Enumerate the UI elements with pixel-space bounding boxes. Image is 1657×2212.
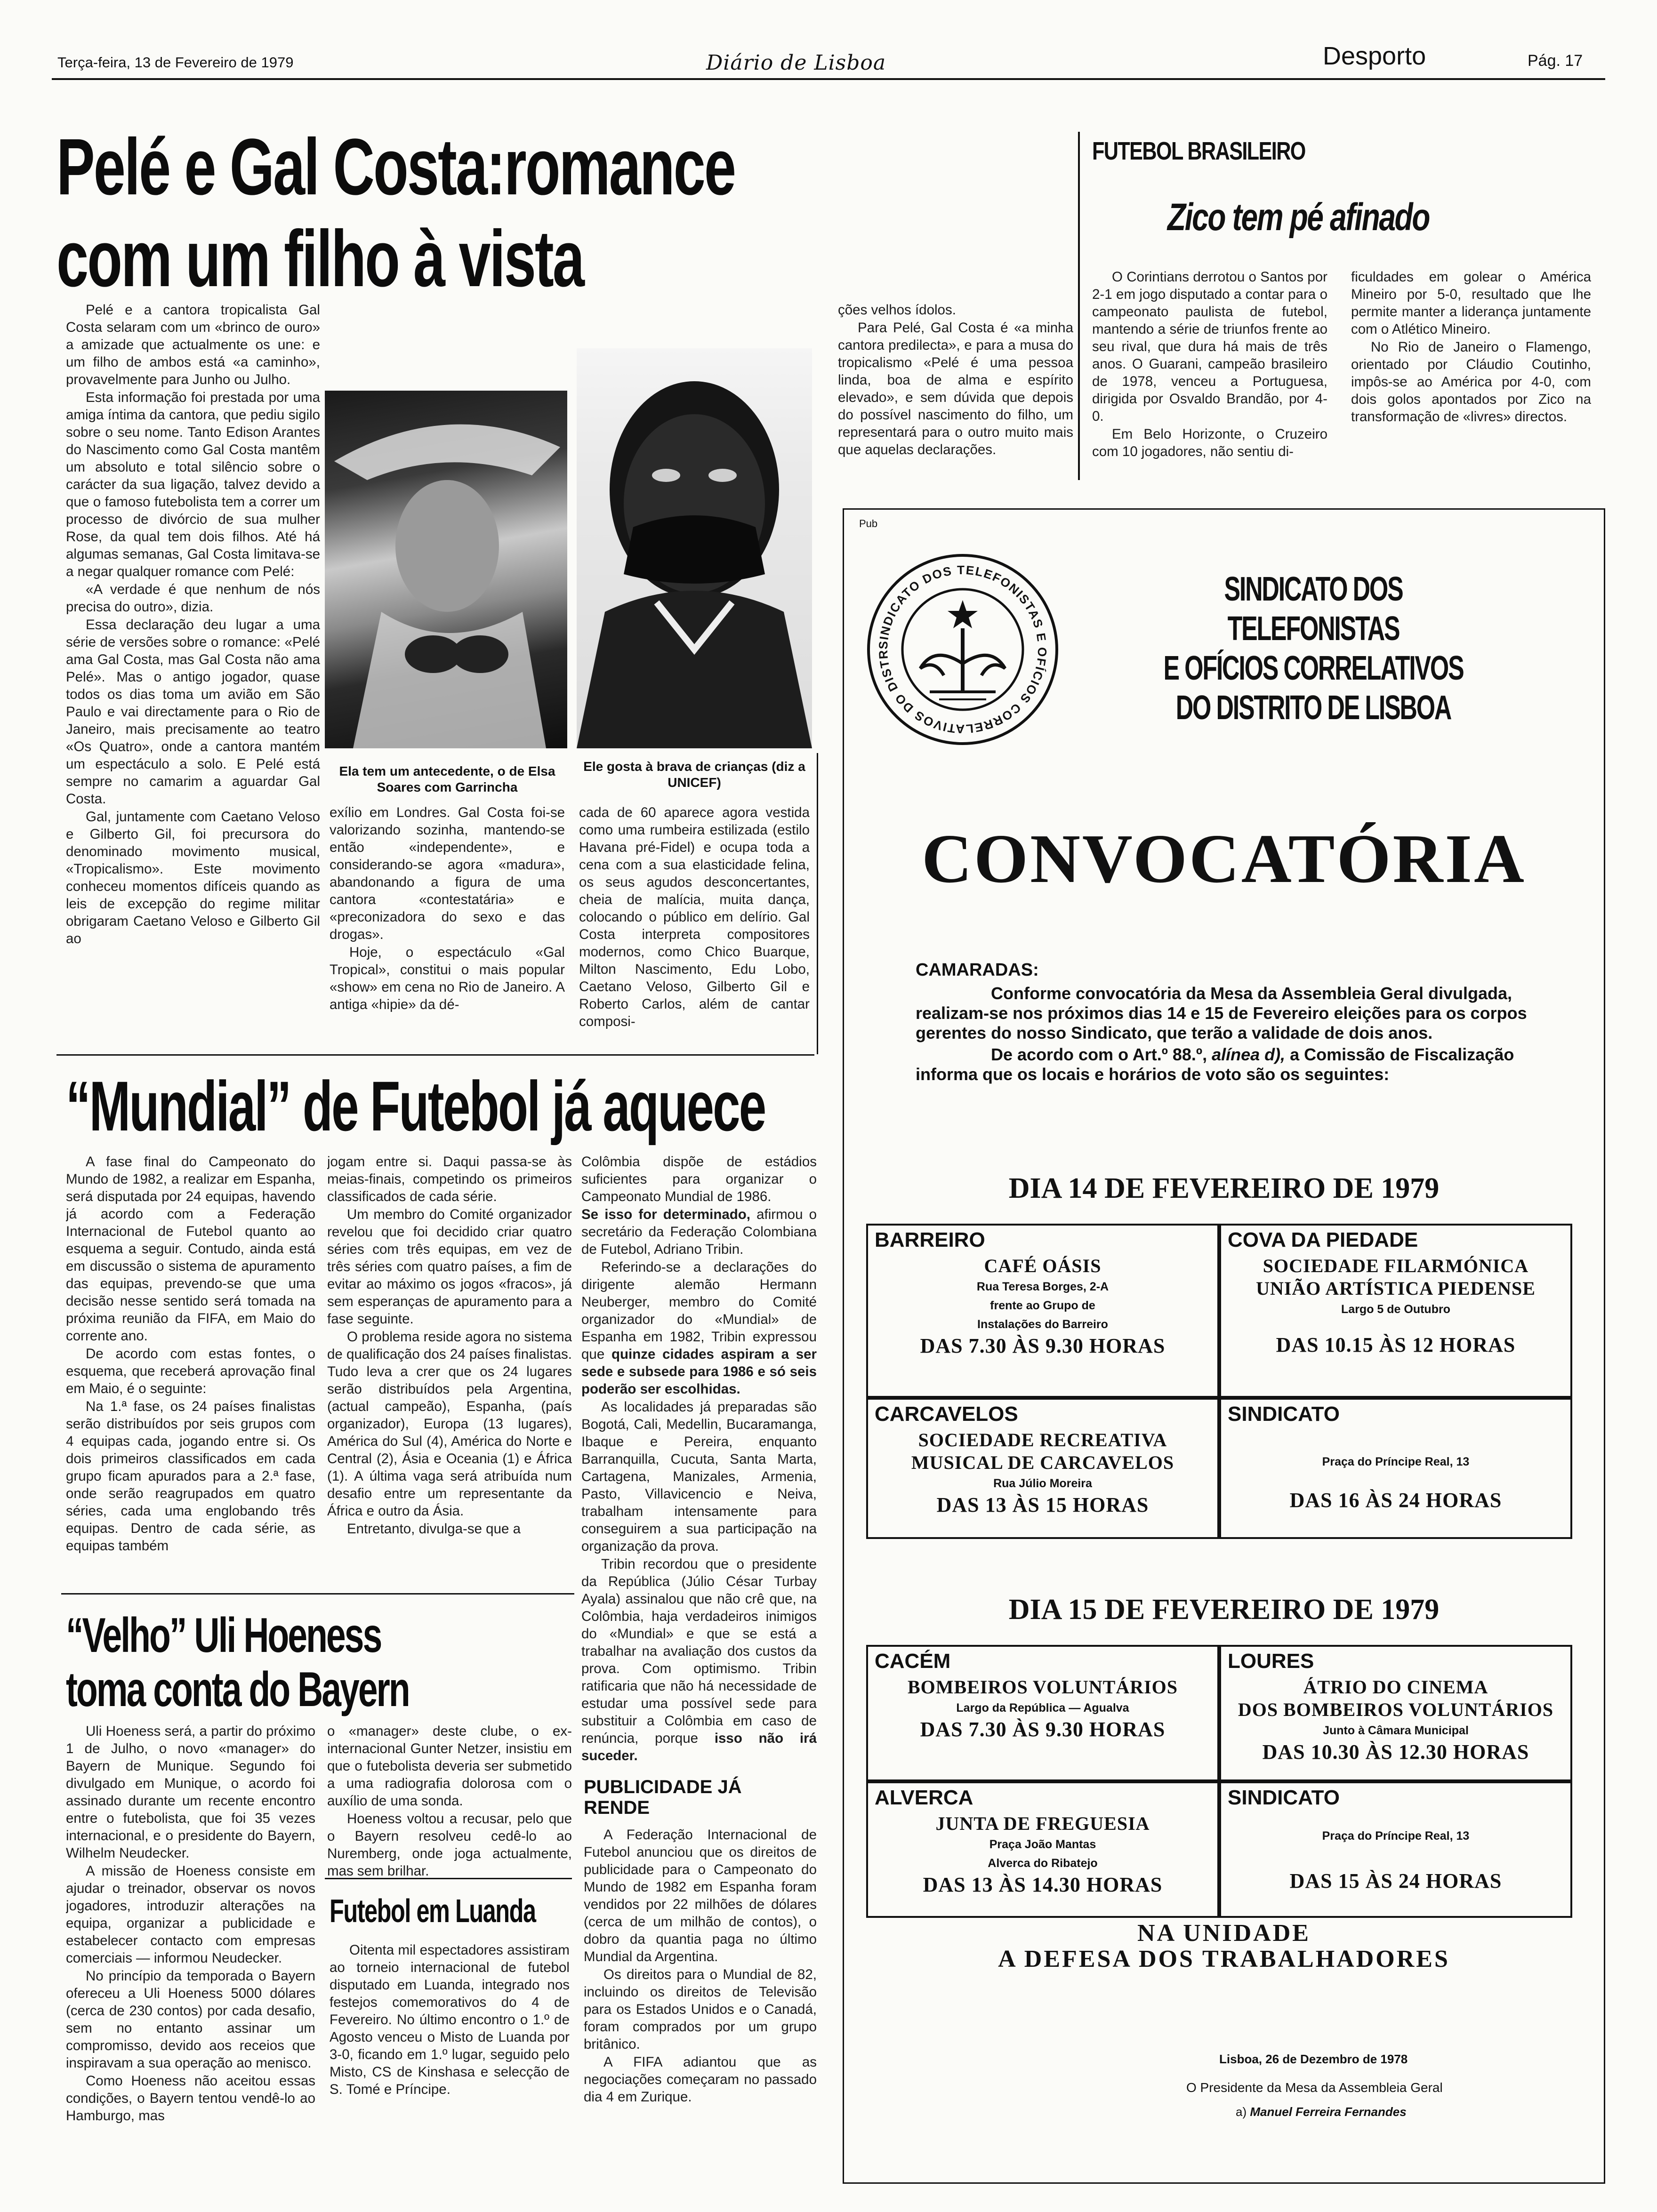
- convocatoria-body: Conforme convocatória da Mesa da Assembleia Geral divulgada, realizam-se nos próximos dias 14 e 15 de Fevereiro eleições para os corpos gerentes do nosso Sindicato, que terão a validade de dois anos.: [916, 984, 1527, 1042]
- venue-loures: LOURES ÁTRIO DO CINEMA DOS BOMBEIROS VOLUNTÁRIOS Junto à Câmara Municipal DAS 10.30 ÀS 12.30 HORAS: [1219, 1645, 1572, 1781]
- section-title: Desporto: [1323, 42, 1426, 70]
- slogan-line2: A DEFESA DOS TRABALHADORES: [998, 1946, 1450, 1972]
- pele-column-3: cada de 60 aparece agora vestida como uma rumbeira estilizada (estilo Havana pré-Fidel) e ocupa toda a cena com a sua elasticidade felina, os seus agudos desconcertantes, cheia de malícia, muita dança, colocando o público em delírio. Gal Costa interpreta compositores modernos, como Chico Buarque, Milton Nascimento, Edu Lobo, Caetano Veloso, Gilberto Gil e Roberto Carlos, além de cantar composi-: [579, 805, 810, 1029]
- luanda-headline: Futebol em Luanda: [330, 1892, 536, 1929]
- place-date: Lisboa, 26 de Dezembro de 1978: [1219, 2052, 1408, 2066]
- pele-bottom-rule: [56, 1054, 814, 1056]
- pele-photo-illustration: [577, 348, 812, 748]
- slogan-line1: NA UNIDADE: [1137, 1920, 1311, 1947]
- union-name: SINDICATO DOS TELEFONISTAS E OFÍCIOS CORRELATIVOS DO DISTRITO DE LISBOA: [1163, 570, 1464, 727]
- venue-barreiro: BARREIRO CAFÉ OÁSIS Rua Teresa Borges, 2-A frente ao Grupo de Instalações do Barreiro DAS 7.30 ÀS 9.30 HORAS: [866, 1224, 1219, 1398]
- pele-column-4: ções velhos ídolos. Para Pelé, Gal Costa é «a minha cantora predilecta», e para a musa do tropicalismo «Pelé é uma pessoa linda, boa de alma e espírito elevado», e sem dúvida que depois do possível nascimento do filho, um representará para o outro muito mais que aquelas declarações.: [838, 302, 1073, 457]
- venue-sindicato-15: SINDICATO Praça do Príncipe Real, 13 DAS 15 ÀS 24 HORAS: [1219, 1781, 1572, 1918]
- gal-costa-photo-illustration: [325, 391, 567, 748]
- luanda-text: Oitenta mil espectadores assistiram ao torneio internacional de futebol disputado em Luanda, integrado nos festejos comemorativos do 4 de Fevereiro. No último encontro o 1.º de Agosto venceu o Misto de Luanda por 3-0, ficando em 1.º lugar, seguido pelo Misto, CS de Kinshasa e selecção de S. Tomé e Príncipe.: [330, 1942, 570, 2097]
- mundial-headline: “Mundial” de Futebol já aquece: [66, 1066, 765, 1146]
- hoeness-column-2: o «manager» deste clube, o ex-internacional Gunter Netzer, insistiu em que o futebolista deveria ser submetido a uma radiografia dolorosa com o auxílio de uma sonda. Hoeness voltou a recusar, pelo que o Bayern resolveu cedê-lo ao Nuremberg, onde joga actualmente, mas sem brilhar.: [327, 1723, 572, 1878]
- publicidade-text: A Federação Internacional de Futebol anunciou que os direitos de publicidade para o Campeonato do Mundo de 1982 em Espanha foram vendidos por 22 milhões de dólares (cerca de um milhão de contos), o dobro da quantia paga no último Mundial da Argentina. Os direitos para o Mundial de 82, incluindo os direitos de Televisão para os Estados Unidos e o Canadá, foram comprados por um grupo britânico. A FIFA adiantou que as negociações começaram no passado dia 4 em Zurique.: [584, 1827, 817, 2105]
- day-14-heading: DIA 14 DE FEVEREIRO DE 1979: [1008, 1172, 1440, 1204]
- venue-alverca: ALVERCA JUNTA DE FREGUESIA Praça João Mantas Alverca do Ribatejo DAS 13 ÀS 14.30 HORAS: [866, 1781, 1219, 1918]
- zico-kicker: FUTEBOL BRASILEIRO: [1092, 137, 1305, 165]
- pele-column-2: exílio em Londres. Gal Costa foi-se valorizando sozinha, mantendo-se então «independente», e considerando-se agora «madura», abandonando a figura de uma cantora «contestatária» e «preconizadora do sexo e das drogas». Hoje, o espectáculo «Gal Tropical», constitui o mais popular «show» em cena no Rio de Janeiro. A antiga «hipie» da dé-: [330, 805, 565, 1012]
- convocatoria-title: CONVOCATÓRIA: [922, 820, 1526, 898]
- masthead-logo: Diário de Lisboa: [706, 51, 886, 75]
- union-seal-logo: [864, 551, 1062, 748]
- header-rule: [52, 78, 1605, 80]
- convocatoria-greeting: CAMARADAS:: [916, 960, 1039, 980]
- venue-cacem: CACÉM BOMBEIROS VOLUNTÁRIOS Largo da República — Agualva DAS 7.30 ÀS 9.30 HORAS: [866, 1645, 1219, 1781]
- signatory-role: O Presidente da Mesa da Assembleia Geral: [1186, 2080, 1443, 2095]
- hoeness-headline-line2: toma conta do Bayern: [66, 1662, 409, 1717]
- page-date: Terça-feira, 13 de Fevereiro de 1979: [57, 54, 294, 71]
- convocatoria-body-2: De acordo com o Art.º 88.º, alínea d), a Comissão de Fiscalização informa que os locais e horários de voto são os seguintes:: [916, 1045, 1514, 1084]
- photo-pele: [577, 348, 812, 748]
- venue-sindicato-14: SINDICATO Praça do Príncipe Real, 13 DAS 16 ÀS 24 HORAS: [1219, 1398, 1572, 1539]
- hoeness-column-1: Uli Hoeness será, a partir do próximo 1 de Julho, o novo «manager» do Bayern de Munique. Segundo foi divulgado em Munique, o acordo foi assinado durante um recente encontro entre o futebolista, que foi 35 vezes internacional, e o presidente do Bayern, Wilhelm Neudecker. A missão de Hoeness consiste em ajudar o treinador, observar os novos jogadores, introduzir alterações na equipa, organizar a publicidade e estabelecer contacto com empresas comerciais — informou Neudecker. No princípio da temporada o Bayern ofereceu a Uli Hoeness 5000 dólares (cerca de 230 contos) por cada desafio, sem no entanto assinar um compromisso, devido aos receios que inspiravam a sua operação ao menisco. Como Hoeness não aceitou essas condições, o Bayern tentou vendê-lo ao Hamburgo, mas: [66, 1723, 315, 2124]
- zico-column-1: O Corintians derrotou o Santos por 2-1 em jogo disputado a contar para o campeonato paulista de futebol, mantendo a série de triunfos frente ao seu rival, que dura há mais de três anos. O Guarani, campeão brasileiro de 1978, venceu a Portuguesa, dirigida por Osvaldo Brandão, por 4-0. Em Belo Horizonte, o Cruzeiro com 10 jogadores, não sentiu di-: [1092, 269, 1327, 459]
- pele-headline-line1: Pelé e Gal Costa:romance: [56, 122, 735, 212]
- mundial-column-1: A fase final do Campeonato do Mundo de 1982, a realizar em Espanha, será disputada por 24 equipas, havendo já acordo com a Federação Internacional de Futebol quanto ao esquema a seguir. Contudo, ainda está em discussão o sistema de apuramento das equipas, prevendo-se que uma decisão nesse sentido será tomada na próxima reunião da FIFA, em Maio do corrente ano. De acordo com estas fontes, o esquema, que receberá aprovação final em Maio, é o seguinte: Na 1.ª fase, os 24 países finalistas serão distribuídos por seis grupos com 4 equipas cada, jogando entre si. Os dois primeiros classificados em cada grupo ficam apurados para a 2.ª fase, onde serão reagrupados em quatro séries, cada uma englobando três equipas. Dentro de cada série, as equipas também: [66, 1154, 315, 1554]
- zico-column-2: ficuldades em golear o América Mineiro por 5-0, resultado que lhe permite manter a liderança juntamente com o Atlético Mineiro. No Rio de Janeiro o Flamengo, orientado por Cláudio Coutinho, impôs-se ao América por 4-0, com dois golos apontados por Zico na transformação de «livres» directos.: [1351, 269, 1591, 425]
- venue-cova-da-piedade: COVA DA PIEDADE SOCIEDADE FILARMÓNICA UNIÃO ARTÍSTICA PIEDENSE Largo 5 de Outubro DAS 10.15 ÀS 12 HORAS: [1219, 1224, 1572, 1398]
- hoeness-headline-line1: “Velho” Uli Hoeness: [66, 1608, 381, 1663]
- caption-gal-costa: Ela tem um antecedente, o de Elsa Soares com Garrincha: [339, 764, 555, 794]
- svg-text:SINDICATO DOS TELEFONISTAS E O: SINDICATO DOS TELEFONISTAS E OFÍCIOS CORRELATIVOS DO DISTR: [876, 562, 1050, 737]
- hoeness-top-rule: [61, 1593, 574, 1595]
- publicidade-headline: PUBLICIDADE JÁ RENDE: [584, 1777, 742, 1818]
- pele-headline-line2: com um filho à vista: [56, 214, 584, 304]
- day-15-heading: DIA 15 DE FEVEREIRO DE 1979: [1008, 1594, 1440, 1626]
- caption-pele: Ele gosta à brava de crianças (diz a UNICEF): [583, 759, 805, 790]
- luanda-top-rule: [325, 1878, 572, 1879]
- mundial-column-3: Colômbia dispõe de estádios suficientes para organizar o Campeonato Mundial de 1986. Se isso for determinado, afirmou o secretário da Federação Colombiana de Futebol, Adriano Tribin. Referindo-se a declarações do dirigente alemão Hermann Neuberger, membro do Comité organizador do «Mundial» de Espanha em 1982, Tribin expressou que quinze cidades aspiram a ser sede e subsede para 1986 e só seis poderão ser escolhidas. As localidades já preparadas são Bogotá, Cali, Medellin, Bucaramanga, Ibaque e Pereira, enquanto Barranquilla, Cucuta, Santa Marta, Cartagena, Manizales, Armenia, Pasto, Villavicencio e Neiva, trabalham intensamente para conseguirem a sua participação na organização da prova. Tribin recordou que o presidente da República (Júlio César Turbay Ayala) assinalou que não crê que, na Colômbia, haja verdadeiros inimigos do «Mundial» e que se está a trabalhar na avaliação dos custos da prova. Com optimismo. Tribin ratificaria que não há necessidade de estudar uma possível sede para substituir a Colômbia em caso de renúncia, porque isso não irá suceder.: [581, 1154, 817, 1763]
- venue-carcavelos: CARCAVELOS SOCIEDADE RECREATIVA MUSICAL DE CARCAVELOS Rua Júlio Moreira DAS 13 ÀS 15 HORAS: [866, 1398, 1219, 1539]
- pele-right-rule: [817, 753, 818, 1054]
- zico-headline: Zico tem pé afinado: [1167, 196, 1430, 239]
- advert-pub-label: Pub: [859, 518, 878, 529]
- signatory-name-line: a) Manuel Ferreira Fernandes: [1236, 2105, 1407, 2119]
- mundial-column-2: jogam entre si. Daqui passa-se às meias-finais, competindo os primeiros classificados de cada série. Um membro do Comité organizador revelou que foi decidido criar quatro séries com três equipas, em vez de três séries com quatro países, a fim de evitar ao máximo os jogos «fracos», já sem esperanças de apuramento para a fase seguinte. O problema reside agora no sistema de qualificação dos 24 países finalistas. Tudo leva a crer que os 24 lugares serão distribuídos pela Argentina, (actual campeão), Espanha, (país organizador), Europa (13 lugares), América do Sul (4), América do Norte e Central (2), Ásia e Oceania (1) e África (1). A última vaga será atribuída num desafio entre um representante da África e outro da Ásia. Entretanto, divulga-se que a: [327, 1154, 572, 1537]
- page-number: Pág. 17: [1528, 52, 1583, 70]
- photo-gal-costa: [325, 391, 567, 748]
- pele-column-1: Pelé e a cantora tropicalista Gal Costa selaram com um «brinco de ouro» a amizade que actualmente os une: e um filho de ambos está «a caminho», provavelmente para Junho ou Julho. Esta informação foi prestada por uma amiga íntima da cantora, que pediu sigilo sobre o seu nome. Tanto Edison Arantes do Nascimento como Gal Costa mantêm um absoluto e total silêncio sobre o carácter da sua ligação, talvez devido a que o famoso futebolista tem a correr um processo de divórcio de sua mulher Rose, da qual tem dois filhos. Até há algumas semanas, Gal Costa limitava-se a negar qualquer romance com Pelé: «A verdade é que nenhum de nós precisa do outro», dizia. Essa declaração deu lugar a uma série de versões sobre o romance: «Pelé ama Gal Costa, mas Gal Costa não ama Pelé». Mas o antigo jogador, quase todos os dias toma um avião em São Paulo e vai directamente para o Rio de Janeiro, mais precisamente ao teatro «Os Quatro», onde a cantora mantém um espectáculo a solo. E Pelé está sempre no camarim a aguardar Gal Costa. Gal, juntamente com Caetano Veloso e Gilberto Gil, foi precursora do denominado movimento musical, «Tropicalismo». Este movimento conheceu momentos difíceis quando as leis de excepção do regime militar obrigaram Caetano Veloso e Gilberto Gil ao: [66, 302, 320, 946]
- zico-left-rule: [1078, 132, 1080, 480]
